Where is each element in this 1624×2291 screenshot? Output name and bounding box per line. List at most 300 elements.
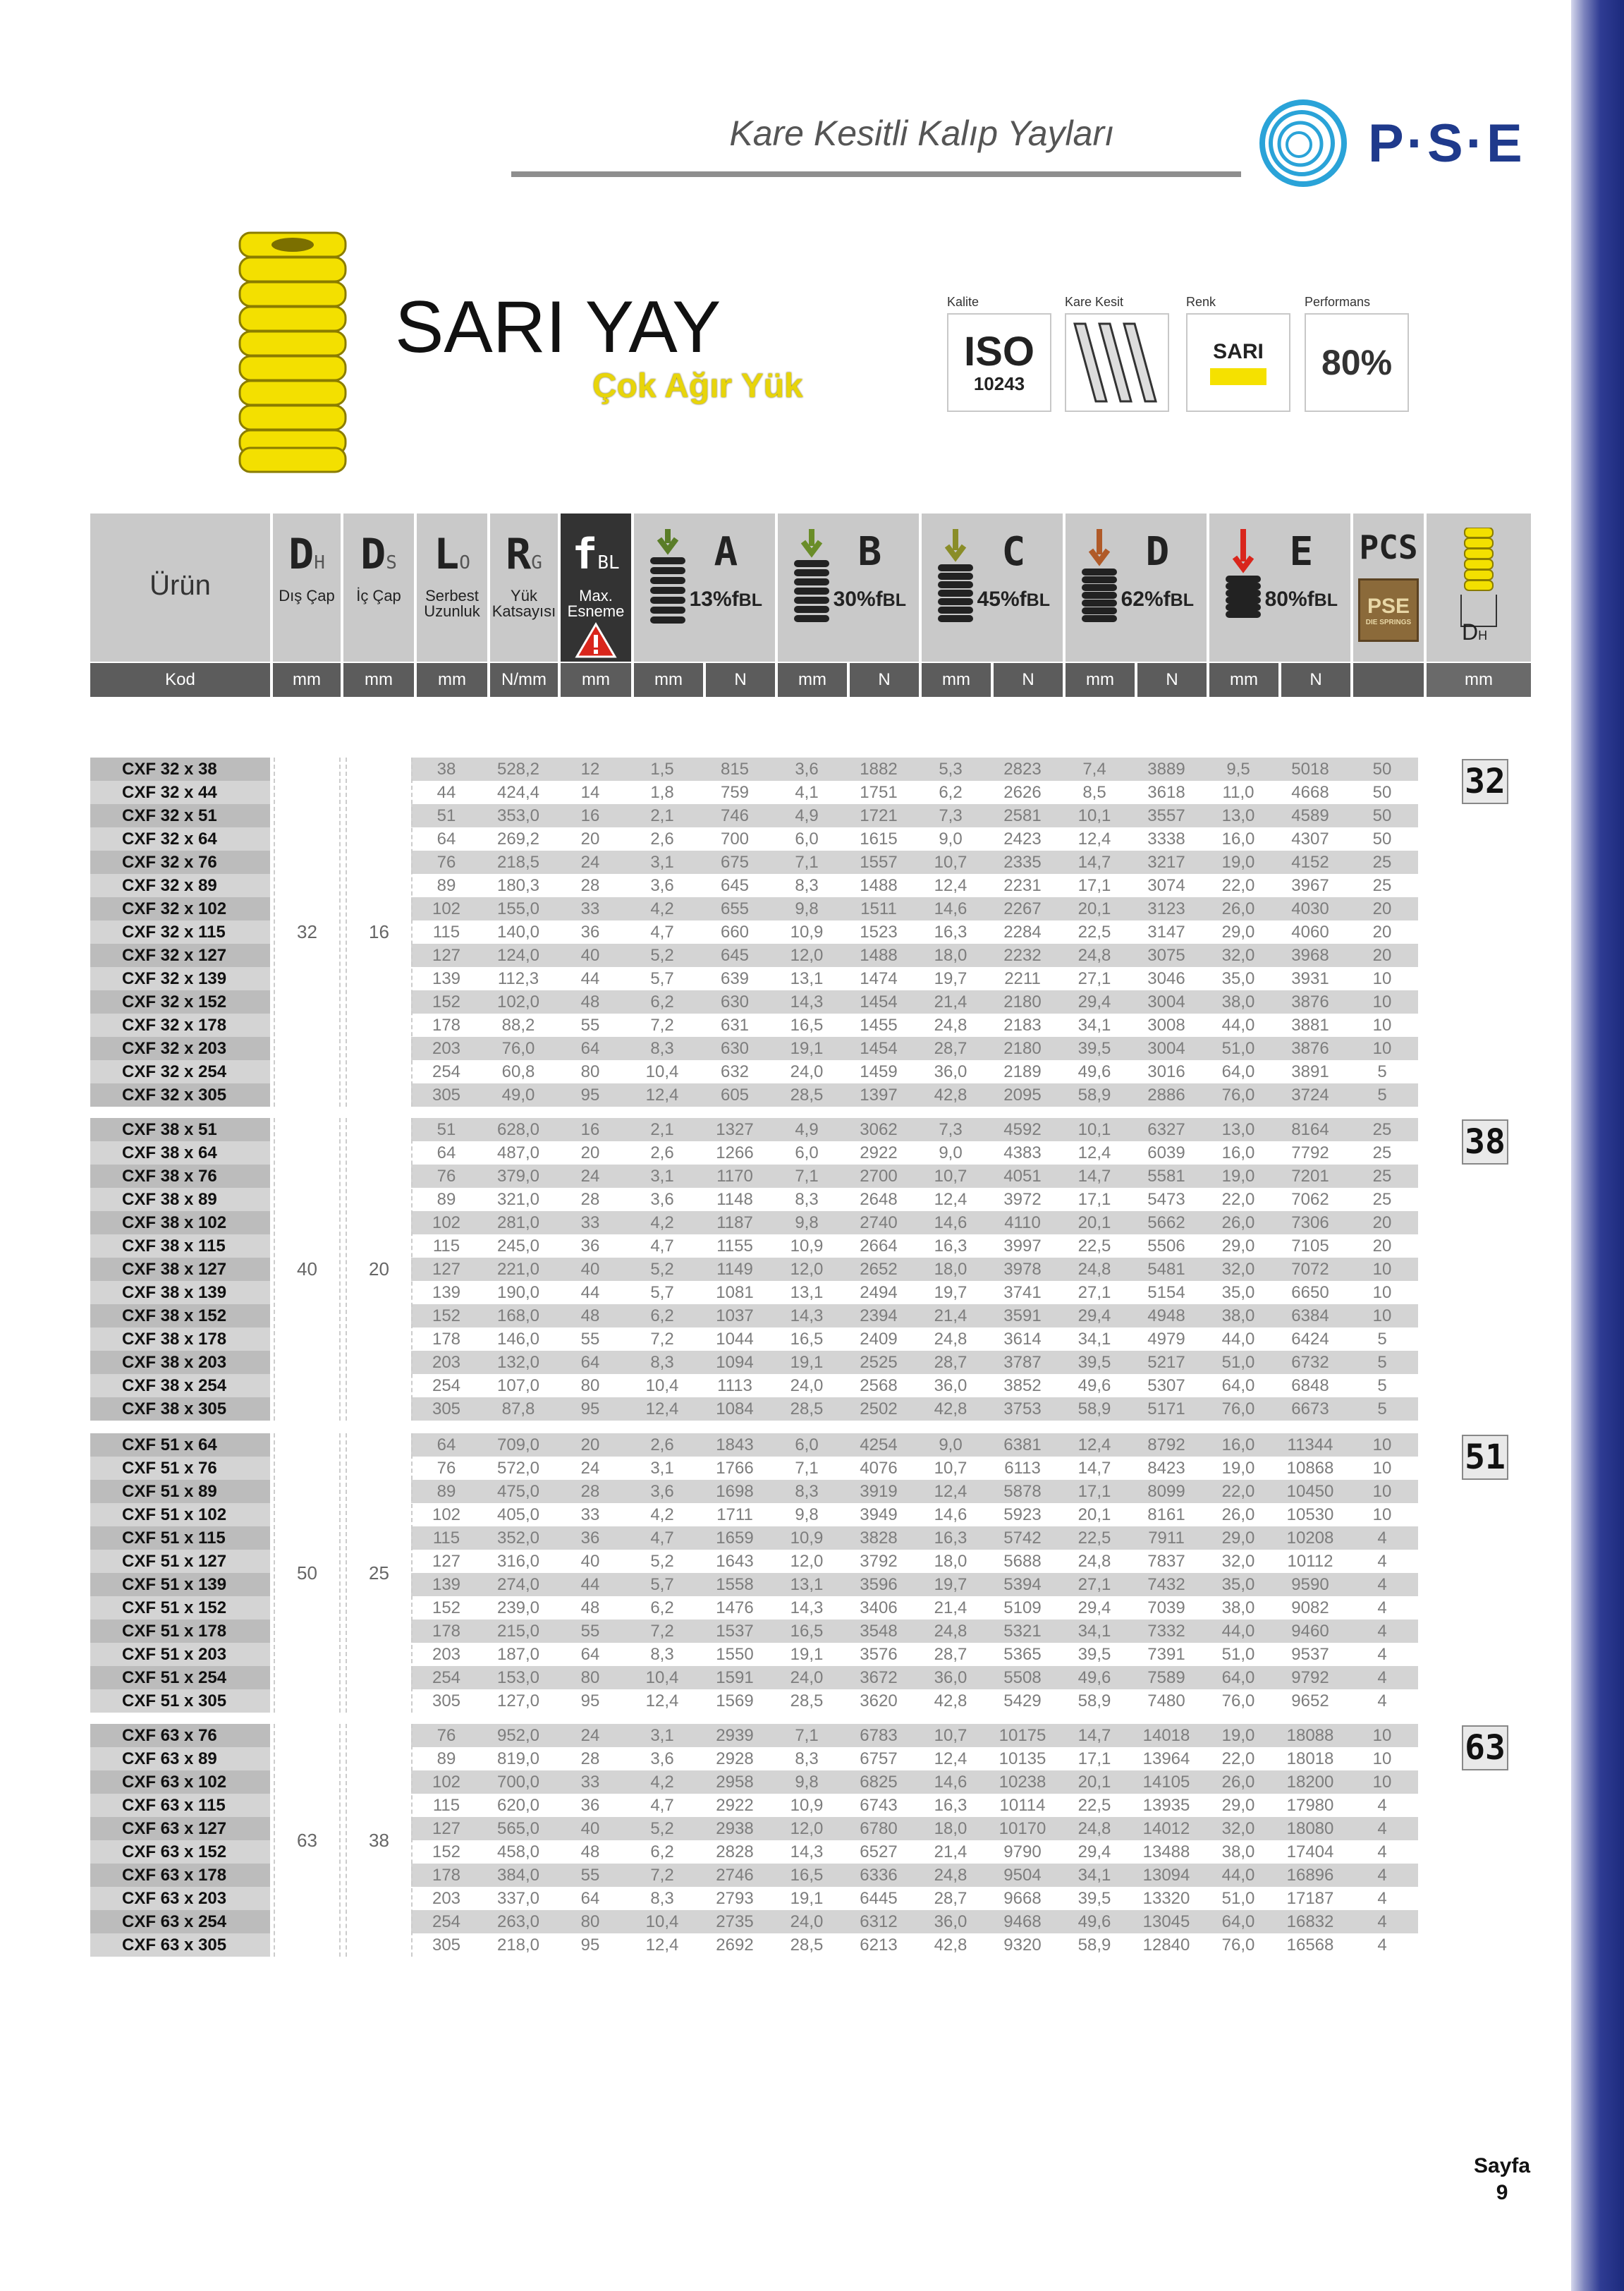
brand-logo bbox=[1255, 97, 1525, 189]
table-cell: 620,0 bbox=[496, 1795, 540, 1815]
compressed-spring-icon bbox=[647, 529, 689, 642]
table-cell: 60,8 bbox=[501, 1062, 535, 1081]
table-cell: 16832 bbox=[1274, 1910, 1346, 1933]
table-cell: 12,0 bbox=[771, 1258, 843, 1281]
table-cell: 321,0 bbox=[496, 1189, 540, 1209]
table-cell: 14,3 bbox=[790, 1842, 824, 1861]
table-cell: 13094 bbox=[1130, 1864, 1202, 1887]
table-cell: 28 bbox=[580, 875, 600, 895]
table-cell: 36 bbox=[580, 1795, 600, 1815]
page-edge-band bbox=[1571, 0, 1624, 2291]
table-cell: 25 bbox=[1346, 1165, 1418, 1188]
table-cell: 36 bbox=[580, 922, 600, 942]
table-cell: 4 bbox=[1346, 1666, 1418, 1689]
table-cell: 16568 bbox=[1286, 1935, 1334, 1955]
table-cell: 9,8 bbox=[771, 1211, 843, 1234]
table-cell: 40 bbox=[555, 1258, 625, 1281]
unit-cell: mm bbox=[778, 663, 850, 697]
table-cell: 3,1 bbox=[625, 851, 699, 874]
table-cell: 5581 bbox=[1130, 1165, 1202, 1188]
table-cell: 7332 bbox=[1130, 1620, 1202, 1643]
spring-code: CXF 32 x 127 bbox=[90, 944, 270, 967]
table-cell: 10 bbox=[1372, 1282, 1392, 1302]
spring-code: CXF 38 x 152 bbox=[90, 1304, 270, 1327]
table-cell: 316,0 bbox=[496, 1551, 540, 1571]
table-cell: 379,0 bbox=[482, 1165, 555, 1188]
table-cell: 5,2 bbox=[625, 944, 699, 967]
table-cell: 5,2 bbox=[650, 1551, 674, 1571]
spring-code: CXF 38 x 178 bbox=[90, 1327, 270, 1351]
table-cell: 7,2 bbox=[650, 1329, 674, 1349]
table-cell: 13,1 bbox=[771, 1573, 843, 1596]
unit-cell bbox=[1353, 663, 1427, 697]
warning-icon bbox=[575, 622, 617, 659]
table-cell: 22,5 bbox=[1077, 1236, 1111, 1256]
spring-code: CXF 38 x 51 bbox=[90, 1118, 270, 1141]
table-cell: 49,6 bbox=[1077, 1062, 1111, 1081]
table-cell: 6327 bbox=[1130, 1118, 1202, 1141]
spring-code: CXF 32 x 139 bbox=[90, 967, 270, 990]
table-cell: 24 bbox=[580, 1458, 600, 1478]
unit-cell: mm bbox=[634, 663, 706, 697]
table-cell: 178 bbox=[432, 1329, 461, 1349]
table-cell: 8,3 bbox=[625, 1351, 699, 1374]
table-cell: 4 bbox=[1346, 1864, 1418, 1887]
table-cell: 124,0 bbox=[482, 944, 555, 967]
table-cell: 12,0 bbox=[771, 944, 843, 967]
table-cell: 3753 bbox=[987, 1397, 1058, 1421]
table-cell: 1591 bbox=[699, 1666, 771, 1689]
table-cell: 152 bbox=[411, 1304, 482, 1327]
unit-cell: mm bbox=[922, 663, 994, 697]
load-pct: 45%f bbox=[977, 588, 1027, 611]
table-cell: 51 bbox=[411, 804, 482, 827]
table-cell: 14 bbox=[580, 782, 600, 802]
outer-diameter: 40 bbox=[274, 1118, 341, 1421]
table-cell: 4 bbox=[1377, 1935, 1387, 1955]
table-cell: 28,5 bbox=[790, 1935, 824, 1955]
table-cell: 178 bbox=[411, 1864, 482, 1887]
iso-label: ISO bbox=[964, 328, 1034, 375]
table-cell: 4 bbox=[1346, 1817, 1418, 1840]
spring-code: CXF 32 x 305 bbox=[90, 1083, 270, 1107]
table-cell: 1523 bbox=[860, 922, 898, 942]
spring-code: CXF 32 x 64 bbox=[90, 827, 270, 851]
table-cell: 605 bbox=[699, 1083, 771, 1107]
rg-symbol: R bbox=[506, 530, 532, 579]
table-cell: 4,9 bbox=[771, 1118, 843, 1141]
table-header bbox=[90, 514, 1531, 662]
ds-label: İç Çap bbox=[356, 587, 401, 604]
table-cell: 4110 bbox=[987, 1211, 1058, 1234]
table-cell: 139 bbox=[411, 1573, 482, 1596]
table-cell: 3004 bbox=[1130, 1037, 1202, 1060]
table-cell: 10,9 bbox=[771, 1526, 843, 1550]
table-cell: 487,0 bbox=[496, 1143, 540, 1162]
table-cell: 3596 bbox=[843, 1573, 915, 1596]
table-cell: 7,3 bbox=[915, 804, 987, 827]
table-cell: 5365 bbox=[1003, 1644, 1042, 1664]
table-cell: 8,3 bbox=[795, 875, 819, 895]
table-cell: 2,6 bbox=[650, 829, 674, 849]
table-cell: 1037 bbox=[699, 1304, 771, 1327]
table-cell: 38,0 bbox=[1202, 990, 1274, 1014]
table-cell: 4,1 bbox=[795, 782, 819, 802]
table-cell: 4,2 bbox=[625, 1770, 699, 1794]
table-cell: 1843 bbox=[699, 1433, 771, 1457]
table-cell: 10 bbox=[1346, 1433, 1418, 1457]
table-cell: 2409 bbox=[860, 1329, 898, 1349]
table-cell: 1659 bbox=[699, 1526, 771, 1550]
table-cell: 700,0 bbox=[482, 1770, 555, 1794]
dh-thumb-sub: H bbox=[1478, 628, 1488, 643]
table-cell: 3852 bbox=[1003, 1375, 1042, 1395]
table-cell: 4051 bbox=[987, 1165, 1058, 1188]
header-load-b bbox=[778, 514, 922, 662]
spring-code: CXF 63 x 76 bbox=[90, 1724, 270, 1747]
table-cell: 1148 bbox=[716, 1189, 753, 1209]
spring-code: CXF 51 x 76 bbox=[90, 1457, 270, 1480]
table-cell: 2939 bbox=[699, 1724, 771, 1747]
table-cell: 76,0 bbox=[1202, 1083, 1274, 1107]
table-cell: 6,0 bbox=[795, 829, 819, 849]
table-cell: 28 bbox=[555, 1480, 625, 1503]
table-cell: 25 bbox=[1372, 1143, 1392, 1162]
table-cell: 5,2 bbox=[625, 1258, 699, 1281]
table-cell: 32,0 bbox=[1202, 1258, 1274, 1281]
table-cell: 33 bbox=[555, 897, 625, 920]
table-cell: 76,0 bbox=[482, 1037, 555, 1060]
table-cell: 631 bbox=[720, 1015, 750, 1035]
table-cell: 5,7 bbox=[625, 1573, 699, 1596]
table-cell: 20 bbox=[555, 1433, 625, 1457]
table-cell: 38,0 bbox=[1202, 1304, 1274, 1327]
load-pct-sub: BL bbox=[1026, 590, 1050, 610]
table-cell: 3,1 bbox=[650, 1458, 674, 1478]
table-cell: 19,1 bbox=[790, 1888, 824, 1908]
product-subtitle: Çok Ağır Yük bbox=[592, 367, 803, 405]
table-cell: 1327 bbox=[699, 1118, 771, 1141]
table-cell: 12,4 bbox=[915, 1480, 987, 1503]
table-cell: 3062 bbox=[843, 1118, 915, 1141]
table-cell: 7,1 bbox=[771, 1165, 843, 1188]
table-cell: 2180 bbox=[987, 990, 1058, 1014]
table-cell: 58,9 bbox=[1058, 1083, 1130, 1107]
table-cell: 2267 bbox=[987, 897, 1058, 920]
table-cell: 152 bbox=[432, 1842, 461, 1861]
table-cell: 10 bbox=[1372, 1749, 1392, 1768]
spec-caption: Renk bbox=[1186, 295, 1216, 309]
table-cell: 76,0 bbox=[1221, 1691, 1255, 1710]
table-cell: 25 bbox=[1372, 875, 1392, 895]
table-cell: 44 bbox=[436, 782, 456, 802]
table-cell: 80 bbox=[580, 1375, 600, 1395]
table-cell: 12,4 bbox=[1077, 1143, 1111, 1162]
table-cell: 13320 bbox=[1142, 1888, 1190, 1908]
unit-cell: mm bbox=[1427, 663, 1531, 697]
fbl-subscript: BL bbox=[597, 552, 620, 573]
table-cell: 2231 bbox=[1003, 875, 1042, 895]
table-cell: 24,8 bbox=[1058, 1258, 1130, 1281]
rg-subscript: G bbox=[531, 552, 542, 573]
table-cell: 20 bbox=[1346, 1211, 1418, 1234]
spec-caption: Kalite bbox=[947, 295, 979, 309]
table-cell: 5688 bbox=[1003, 1551, 1042, 1571]
table-cell: 3876 bbox=[1274, 1037, 1346, 1060]
size-badge: 38 bbox=[1462, 1119, 1508, 1165]
table-cell: 38 bbox=[411, 758, 482, 781]
table-cell: 44 bbox=[580, 968, 600, 988]
table-cell: 4,7 bbox=[625, 1526, 699, 1550]
table-cell: 5 bbox=[1346, 1083, 1418, 1107]
table-cell: 20 bbox=[1372, 922, 1392, 942]
table-cell: 9668 bbox=[1003, 1888, 1042, 1908]
ds-symbol: D bbox=[360, 530, 386, 579]
table-cell: 9,8 bbox=[771, 1770, 843, 1794]
table-cell: 24,8 bbox=[1058, 1817, 1130, 1840]
table-cell: 16,0 bbox=[1221, 829, 1255, 849]
table-cell: 3,6 bbox=[771, 758, 843, 781]
table-cell: 5473 bbox=[1147, 1189, 1185, 1209]
table-cell: 5662 bbox=[1130, 1211, 1202, 1234]
table-cell: 475,0 bbox=[482, 1480, 555, 1503]
table-cell: 281,0 bbox=[482, 1211, 555, 1234]
table-cell: 14,6 bbox=[915, 897, 987, 920]
table-cell: 709,0 bbox=[482, 1433, 555, 1457]
table-cell: 5742 bbox=[987, 1526, 1058, 1550]
package-box-brand: PSE bbox=[1367, 595, 1410, 618]
lo-subscript: O bbox=[459, 552, 470, 573]
table-cell: 3004 bbox=[1130, 990, 1202, 1014]
table-cell: 76 bbox=[411, 851, 482, 874]
spring-code: CXF 38 x 254 bbox=[90, 1374, 270, 1397]
spring-code: CXF 32 x 178 bbox=[90, 1014, 270, 1037]
table-cell: 22,5 bbox=[1077, 922, 1111, 942]
table-cell: 1511 bbox=[843, 897, 915, 920]
table-cell: 18018 bbox=[1286, 1749, 1334, 1768]
unit-cell: N bbox=[1137, 663, 1209, 697]
table-cell: 7,1 bbox=[771, 851, 843, 874]
table-cell: 19,0 bbox=[1202, 1165, 1274, 1188]
table-cell: 203 bbox=[432, 1888, 461, 1908]
header-size bbox=[1427, 514, 1531, 662]
compressed-spring-icon bbox=[1222, 529, 1264, 642]
spec-section bbox=[1065, 295, 1169, 412]
table-cell: 16,5 bbox=[771, 1864, 843, 1887]
table-cell: 20 bbox=[1372, 1236, 1392, 1256]
table-cell: 2189 bbox=[1003, 1062, 1042, 1081]
color-swatch bbox=[1210, 368, 1266, 385]
spring-code: CXF 32 x 51 bbox=[90, 804, 270, 827]
header-pcs bbox=[1353, 514, 1427, 662]
table-cell: 16,0 bbox=[1202, 1433, 1274, 1457]
table-cell: 3557 bbox=[1130, 804, 1202, 827]
unit-cell: mm bbox=[343, 663, 417, 697]
page-footer bbox=[1474, 2153, 1530, 2206]
table-cell: 17,1 bbox=[1077, 1189, 1111, 1209]
table-cell: 4 bbox=[1377, 1795, 1387, 1815]
table-cell: 34,1 bbox=[1077, 1015, 1111, 1035]
spring-code: CXF 32 x 152 bbox=[90, 990, 270, 1014]
table-cell: 26,0 bbox=[1202, 1211, 1274, 1234]
table-cell: 4 bbox=[1377, 1888, 1387, 1908]
lo-symbol: L bbox=[434, 530, 460, 579]
table-cell: 1711 bbox=[716, 1505, 753, 1524]
color-name: SARI bbox=[1213, 340, 1264, 363]
table-cell: 2,6 bbox=[650, 1143, 674, 1162]
table-cell: 10530 bbox=[1286, 1505, 1334, 1524]
table-cell: 4 bbox=[1346, 1910, 1418, 1933]
table-cell: 2938 bbox=[699, 1817, 771, 1840]
table-cell: 3618 bbox=[1147, 782, 1185, 802]
table-cell: 19,0 bbox=[1202, 851, 1274, 874]
spring-code: CXF 51 x 152 bbox=[90, 1596, 270, 1620]
table-cell: 263,0 bbox=[482, 1910, 555, 1933]
table-cell: 1569 bbox=[716, 1691, 754, 1710]
table-cell: 1488 bbox=[860, 875, 898, 895]
table-cell: 12,4 bbox=[934, 1749, 967, 1768]
table-cell: 1557 bbox=[843, 851, 915, 874]
table-cell: 660 bbox=[720, 922, 750, 942]
table-cell: 1474 bbox=[860, 968, 898, 988]
table-cell: 152 bbox=[411, 990, 482, 1014]
table-cell: 14,6 bbox=[915, 1770, 987, 1794]
table-cell: 1266 bbox=[716, 1143, 754, 1162]
table-cell: 3075 bbox=[1130, 944, 1202, 967]
table-cell: 50 bbox=[1372, 782, 1392, 802]
spring-code: CXF 63 x 203 bbox=[90, 1887, 270, 1910]
table-cell: 24,0 bbox=[771, 1910, 843, 1933]
table-cell: 3949 bbox=[860, 1505, 898, 1524]
table-cell: 20 bbox=[580, 1143, 600, 1162]
table-cell: 18200 bbox=[1274, 1770, 1346, 1794]
table-cell: 10238 bbox=[987, 1770, 1058, 1794]
table-cell: 3591 bbox=[987, 1304, 1058, 1327]
unit-cell: mm bbox=[561, 663, 634, 697]
table-cell: 8,3 bbox=[650, 1888, 674, 1908]
table-cell: 24,8 bbox=[934, 1015, 967, 1035]
table-cell: 36,0 bbox=[934, 1375, 967, 1395]
table-cell: 4979 bbox=[1147, 1329, 1185, 1349]
table-cell: 5,7 bbox=[650, 968, 674, 988]
table-cell: 12,0 bbox=[771, 1817, 843, 1840]
unit-cell: mm bbox=[273, 663, 343, 697]
table-cell: 5018 bbox=[1274, 758, 1346, 781]
table-cell: 10 bbox=[1372, 1015, 1392, 1035]
table-cell: 6213 bbox=[860, 1935, 898, 1955]
table-cell: 55 bbox=[580, 1329, 600, 1349]
spring-code: CXF 32 x 89 bbox=[90, 874, 270, 897]
spring-code: CXF 38 x 102 bbox=[90, 1211, 270, 1234]
table-cell: 11,0 bbox=[1222, 782, 1254, 802]
compressed-spring-icon bbox=[1078, 529, 1121, 642]
table-cell: 32,0 bbox=[1221, 1551, 1255, 1571]
table-cell: 1488 bbox=[843, 944, 915, 967]
table-cell: 64,0 bbox=[1221, 1375, 1255, 1395]
table-cell: 218,0 bbox=[496, 1935, 540, 1955]
table-cell: 4 bbox=[1377, 1598, 1387, 1617]
table-cell: 21,4 bbox=[915, 990, 987, 1014]
table-cell: 1698 bbox=[699, 1480, 771, 1503]
table-cell: 9652 bbox=[1291, 1691, 1329, 1710]
page-label: Sayfa bbox=[1474, 2154, 1531, 2177]
table-cell: 3008 bbox=[1147, 1015, 1185, 1035]
table-cell: 4254 bbox=[843, 1433, 915, 1457]
table-cell: 565,0 bbox=[482, 1817, 555, 1840]
table-cell: 8099 bbox=[1130, 1480, 1202, 1503]
table-cell: 19,1 bbox=[771, 1351, 843, 1374]
table-cell: 14,7 bbox=[1077, 1458, 1111, 1478]
table-cell: 14,7 bbox=[1058, 1165, 1130, 1188]
table-cell: 50 bbox=[1346, 804, 1418, 827]
table-cell: 20 bbox=[1346, 897, 1418, 920]
table-cell: 10208 bbox=[1274, 1526, 1346, 1550]
table-cell: 55 bbox=[580, 1015, 600, 1035]
load-letter: D bbox=[1145, 529, 1170, 575]
table-cell: 7062 bbox=[1291, 1189, 1329, 1209]
table-cell: 9504 bbox=[987, 1864, 1058, 1887]
table-cell: 3,1 bbox=[625, 1165, 699, 1188]
load-pct: 13%f bbox=[689, 588, 739, 611]
table-cell: 1476 bbox=[716, 1598, 754, 1617]
table-cell: 20,1 bbox=[1058, 897, 1130, 920]
brand-name: P·S·E bbox=[1368, 114, 1525, 174]
table-cell: 49,6 bbox=[1058, 1666, 1130, 1689]
table-cell: 10868 bbox=[1286, 1458, 1334, 1478]
table-cell: 33 bbox=[580, 1505, 600, 1524]
inner-diameter: 25 bbox=[346, 1433, 413, 1713]
spring-code: CXF 38 x 127 bbox=[90, 1258, 270, 1281]
table-cell: 2958 bbox=[699, 1770, 771, 1794]
table-cell: 76,0 bbox=[1202, 1397, 1274, 1421]
table-cell: 2095 bbox=[987, 1083, 1058, 1107]
header-dh bbox=[273, 514, 343, 662]
table-cell: 25 bbox=[1346, 851, 1418, 874]
table-cell: 305 bbox=[411, 1397, 482, 1421]
spring-code: CXF 38 x 305 bbox=[90, 1397, 270, 1421]
table-cell: 44 bbox=[555, 1573, 625, 1596]
table-cell: 1081 bbox=[716, 1282, 754, 1302]
table-cell: 22,5 bbox=[1058, 1526, 1130, 1550]
table-cell: 4076 bbox=[860, 1458, 898, 1478]
table-cell: 20 bbox=[580, 829, 600, 849]
table-cell: 6743 bbox=[860, 1795, 898, 1815]
table-cell: 168,0 bbox=[482, 1304, 555, 1327]
table-cell: 10 bbox=[1346, 990, 1418, 1014]
table-cell: 14,7 bbox=[1058, 851, 1130, 874]
table-cell: 48 bbox=[555, 1304, 625, 1327]
table-cell: 7432 bbox=[1130, 1573, 1202, 1596]
table-cell: 6,2 bbox=[650, 1842, 674, 1861]
table-cell: 1187 bbox=[699, 1211, 771, 1234]
table-cell: 28,7 bbox=[934, 1644, 967, 1664]
unit-row bbox=[90, 663, 1531, 697]
table-cell: 10,9 bbox=[790, 1795, 824, 1815]
table-cell: 21,4 bbox=[934, 1598, 967, 1617]
table-cell: 26,0 bbox=[1221, 1505, 1255, 1524]
table-cell: 424,4 bbox=[496, 782, 540, 802]
table-cell: 2664 bbox=[860, 1236, 898, 1256]
table-cell: 17,1 bbox=[1077, 1749, 1111, 1768]
table-cell: 64 bbox=[411, 1433, 482, 1457]
table-cell: 24,0 bbox=[790, 1375, 824, 1395]
table-cell: 89 bbox=[436, 1189, 456, 1209]
table-cell: 2928 bbox=[716, 1749, 754, 1768]
table-cell: 40 bbox=[555, 944, 625, 967]
table-cell: 4948 bbox=[1130, 1304, 1202, 1327]
table-cell: 36,0 bbox=[915, 1910, 987, 1933]
table-cell: 12840 bbox=[1142, 1935, 1190, 1955]
